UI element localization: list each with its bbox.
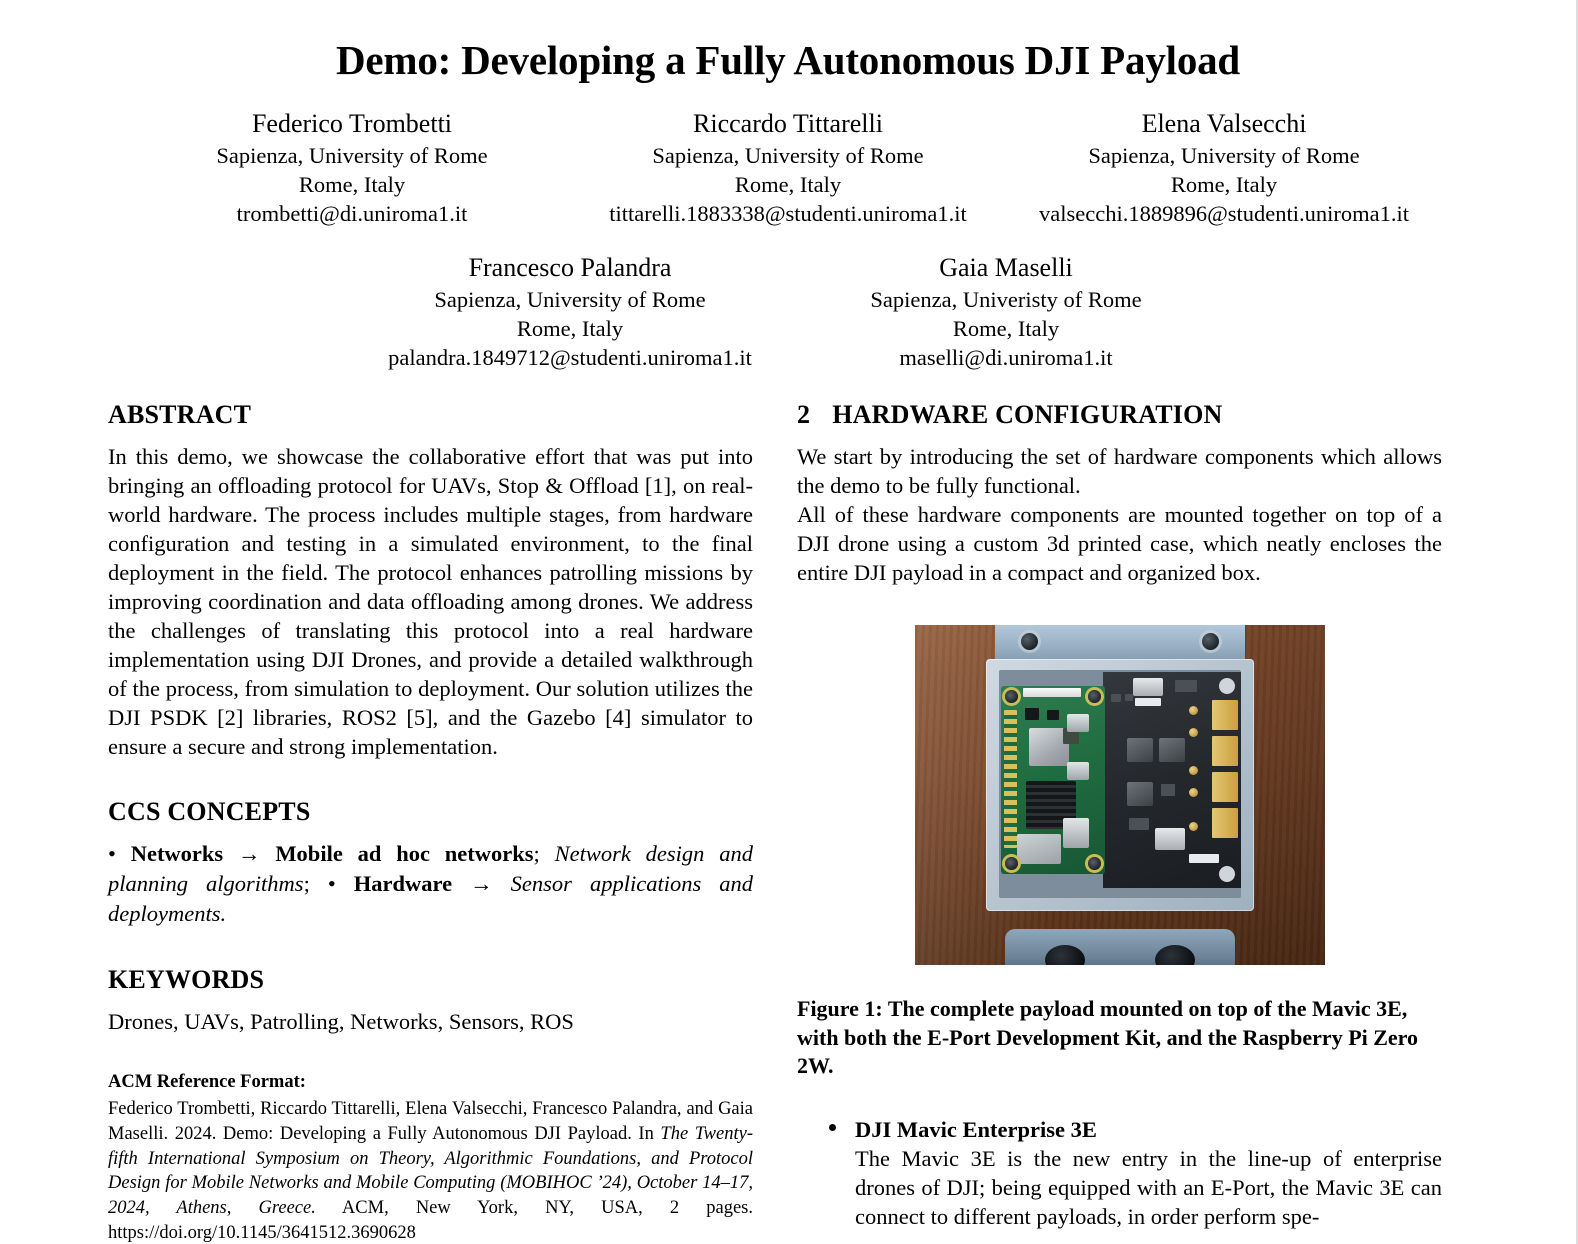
author-email: valsecchi.1889896@studenti.uniroma1.it: [1038, 200, 1410, 226]
camera-lens-icon: [1045, 945, 1085, 965]
inductor: [1127, 738, 1153, 762]
gold-test-pin: [1189, 706, 1198, 715]
mounting-hole: [1005, 857, 1018, 870]
author-location: Rome, Italy: [952, 315, 1060, 341]
hardware-paragraph-2: All of these hardware components are mounted together on top of a DJI drone using a custom 3d printed case, which neatly encloses the entire DJI payload in a compact and organized box.: [797, 502, 1442, 586]
payload-photo: [915, 625, 1325, 965]
gold-test-pin: [1189, 728, 1198, 737]
figure-1: [797, 625, 1442, 965]
mounting-pad: [1219, 678, 1235, 694]
author-affiliation: Sapienza, University of Rome: [216, 143, 488, 169]
author-email: maselli@di.uniroma1.it: [899, 344, 1113, 370]
author-name: Federico Trombetti: [251, 109, 453, 139]
gpio-header: [1004, 710, 1017, 848]
abstract-text: In this demo, we showcase the collaborative effort that was put into bringing an offloading protocol for UAVs, Stop & Offload [1], on real-world hardware. The process includes multiple stages, from hardware configuration and testing in a simulated environment, to the final deployment in the field. The protocol enhances patrolling missions by improving coordination and data offloading among drones. We address the challenges of translating this protocol into a real hardware implementation using DJI Drones, and provide a detailed walkthrough of the process, from simulation to deployment. Our solution utilizes the DJI PSDK [2] libraries, ROS2 [5], and the Gazebo [4] simulator to ensure a secure and strong implementation.: [108, 444, 753, 760]
right-column: [797, 400, 1442, 1244]
smd-component: [1175, 680, 1197, 692]
author-location: Rome, Italy: [1170, 172, 1278, 198]
author-block: [352, 251, 788, 373]
ccs-term-networks: Networks → Mobile ad hoc networks: [130, 841, 534, 867]
author-block: [1006, 107, 1442, 229]
mounting-hole: [1088, 690, 1101, 703]
acm-reference-part-1: Federico Trombetti, Riccardo Tittarelli, Elena Valsecchi, Francesco Palandra, and Gaia Maselli. 2024. Demo: Developing a Fully Autonomous DJI Payload. In: [108, 1098, 753, 1144]
e-port-development-kit-board: [1103, 672, 1241, 888]
author-email: tittarelli.1883338@studenti.uniroma1.it: [609, 200, 967, 226]
camera-lens-icon: [1155, 945, 1195, 965]
screw-icon: [1021, 633, 1038, 650]
gold-edge-connector: [1212, 808, 1238, 838]
hardware-components-list: [797, 1115, 1442, 1231]
case-interior: [999, 670, 1241, 898]
author-name: Riccardo Tittarelli: [693, 109, 883, 139]
mounting-hole: [1005, 690, 1018, 703]
inductor: [1127, 782, 1153, 806]
hardware-paragraph-1: We start by introducing the set of hardware components which allows the demo to be fully functional.: [797, 444, 1442, 499]
list-item: [855, 1115, 1442, 1231]
inductor: [1159, 738, 1185, 762]
mounting-pad: [1219, 866, 1235, 882]
component-title: DJI Mavic Enterprise 3E: [855, 1116, 1097, 1142]
gold-test-pin: [1189, 822, 1198, 831]
smd-component: [1047, 710, 1059, 720]
gold-edge-connector: [1212, 772, 1238, 802]
acm-reference-heading: ACM Reference Format:: [108, 1072, 306, 1093]
screw-icon: [1202, 633, 1219, 650]
usb-c-connector: [1133, 678, 1163, 696]
smd-component: [1129, 818, 1149, 830]
author-block: [134, 107, 570, 229]
author-affiliation: Sapienza, Univeristy of Rome: [870, 287, 1142, 313]
ccs-bullet-1: •: [108, 841, 131, 867]
section-number: 2: [797, 400, 811, 429]
gold-test-pin: [1189, 766, 1198, 775]
ccs-sep-2: ;: [303, 871, 328, 897]
ccs-subterm-sensor-applications: Sensor applications and deployments.: [108, 871, 753, 927]
left-column: [108, 400, 753, 1244]
gold-edge-connector: [1212, 700, 1238, 730]
author-affiliation: Sapienza, University of Rome: [434, 287, 706, 313]
keywords-text: Drones, UAVs, Patrolling, Networks, Sensors, ROS: [108, 1008, 574, 1034]
author-affiliation: Sapienza, University of Rome: [1088, 143, 1360, 169]
smd-component: [1161, 784, 1175, 796]
author-affiliation: Sapienza, University of Rome: [652, 143, 924, 169]
acm-reference-format: [108, 1070, 753, 1244]
author-name: Francesco Palandra: [468, 252, 672, 282]
author-name: Gaia Maselli: [939, 252, 1073, 282]
white-pin-header: [1135, 698, 1161, 706]
acm-reference-part-2: ACM, New York, NY, USA, 2 pages. https://doi.org/10.1145/3641512.3690628: [108, 1198, 753, 1243]
author-location: Rome, Italy: [298, 172, 406, 198]
section-title: HARDWARE CONFIGURATION: [832, 400, 1223, 429]
author-location: Rome, Italy: [734, 172, 842, 198]
author-row-2: [0, 251, 1576, 373]
ccs-bullet-2: •: [327, 871, 354, 897]
author-email: palandra.1849712@studenti.uniroma1.it: [388, 344, 752, 370]
author-row-1: [0, 107, 1576, 229]
mounting-hole: [1088, 857, 1101, 870]
ccs-term-hardware: Hardware →: [353, 871, 511, 897]
component-description: The Mavic 3E is the new entry in the line-up of enterprise drones of DJI; being equipped with an E-Port, the Mavic 3E can connect to different payloads, in order perform spe-: [855, 1145, 1442, 1229]
smd-component: [1111, 694, 1121, 702]
raspberry-pi-zero-2w-board: [1001, 686, 1105, 874]
author-email: trombetti@di.uniroma1.it: [236, 200, 468, 226]
ccs-concepts-text: [108, 839, 753, 929]
gold-test-pin: [1189, 788, 1198, 797]
ccs-concepts-heading: CCS CONCEPTS: [108, 797, 311, 827]
body-columns: [108, 400, 1468, 1244]
author-block: [788, 251, 1224, 373]
abstract-heading: ABSTRACT: [108, 400, 252, 429]
author-block: [570, 107, 1006, 229]
usb-connector: [1155, 828, 1185, 850]
hardware-configuration-heading: [797, 400, 1442, 430]
drone-body-bottom: [1005, 929, 1235, 965]
ccs-sep-1: ;: [533, 841, 555, 867]
author-name: Elena Valsecchi: [1141, 109, 1307, 139]
figure-1-caption: Figure 1: The complete payload mounted on top of the Mavic 3E, with both the E-Port Development Kit, and the Raspberry Pi Zero 2W.: [797, 996, 1419, 1079]
ccs-subterm-network-design: Network design and planning algorithms: [108, 841, 753, 897]
author-location: Rome, Italy: [516, 315, 624, 341]
micro-usb-port: [1067, 714, 1089, 732]
micro-usb-port: [1067, 762, 1089, 780]
smd-component: [1125, 694, 1133, 701]
mini-hdmi-port: [1063, 818, 1089, 848]
ribbon-cable-connector: [1023, 688, 1081, 697]
page-title: Demo: Developing a Fully Autonomous DJI Payload: [335, 37, 1241, 83]
gold-edge-connector: [1212, 736, 1238, 766]
smd-component: [1025, 708, 1039, 720]
microsd-card-slot: [1017, 834, 1061, 864]
white-pin-header: [1189, 854, 1219, 863]
keywords-heading: KEYWORDS: [108, 964, 265, 994]
3d-printed-case: [986, 659, 1254, 911]
bullet-icon: [829, 1124, 836, 1131]
acm-reference-venue: The Twenty-fifth International Symposium on Theory, Algorithmic Foundations, and Protocol Design for Mobile Networks and Mobile Computing (MOBIHOC ’24), October 14–17, 2024, Athens, Greece.: [108, 1123, 753, 1219]
